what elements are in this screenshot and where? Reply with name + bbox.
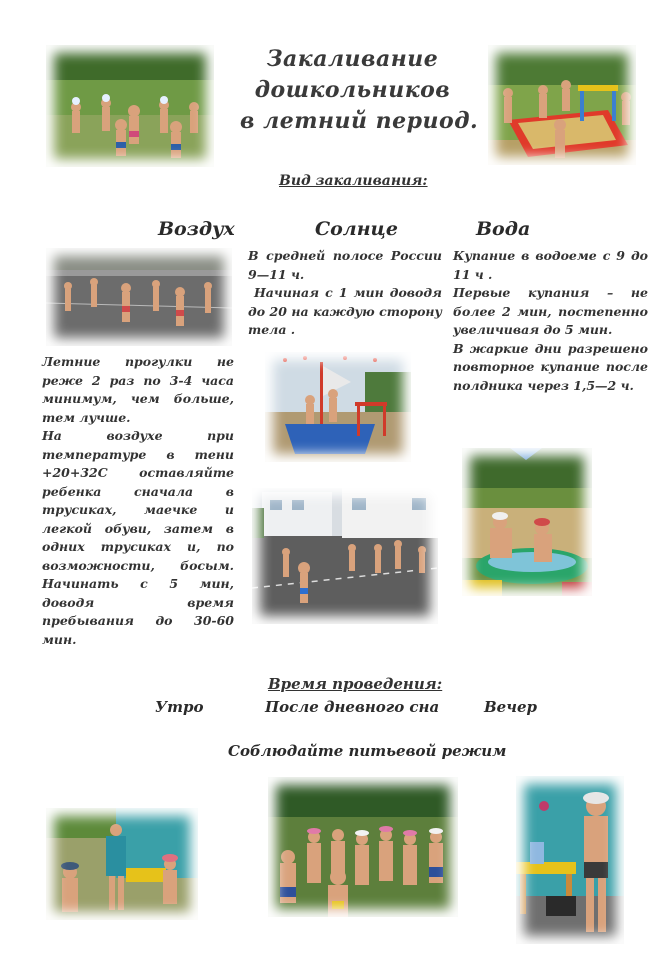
air-column-text (42, 353, 234, 649)
time-after-nap: После дневного сна (265, 698, 440, 716)
time-morning: Утро (155, 698, 204, 716)
photo-children-asphalt (252, 488, 438, 624)
photo-child-drinking-2 (516, 776, 624, 944)
photo-children-exercise-court (46, 248, 232, 346)
air-paragraph-1: Летние прогулки не реже 2 раз по 3-4 часа минимум, чем больше, тем лучше. (42, 354, 234, 425)
photo-children-sandbox (488, 45, 636, 165)
photo-children-drinking-group (268, 777, 458, 917)
water-column-text (453, 247, 648, 395)
hardening-kind-heading: Вид закаливания: (279, 173, 428, 189)
photo-play-ship (265, 352, 411, 462)
photo-children-drinking-1 (46, 808, 198, 920)
photo-children-exercise-grass (46, 45, 214, 167)
title-line-3: в летний период. (240, 108, 479, 134)
column-heading-water: Вода (476, 218, 531, 240)
title-line-2: дошкольников (254, 77, 451, 103)
sun-column-text (248, 247, 442, 340)
title-line-1: Закаливание (266, 46, 439, 72)
photo-children-water-basin (462, 448, 592, 596)
water-paragraph-2: Первые купания – не более 2 мин, постепенно увеличивая до 5 мин. (453, 285, 648, 337)
page-title (240, 44, 479, 137)
column-heading-sun: Солнце (315, 218, 398, 240)
water-paragraph-1: Купание в водоеме с 9 до 11 ч . (453, 248, 648, 282)
time-evening: Вечер (484, 698, 537, 716)
drinking-note: Соблюдайте питьевой режим (228, 742, 507, 760)
sun-paragraph-2: Начиная с 1 мин доводя до 20 на каждую сторону тела . (248, 285, 442, 337)
time-heading: Время проведения: (268, 675, 443, 693)
sun-paragraph-1: В средней полосе России 9—11 ч. (248, 248, 442, 282)
air-paragraph-2: На воздухе при температуре в тени +20+32С оставляйте ребенка сначала в трусиках, маечке и легкой обуви, затем в одних трусиках и, по возможности, босым. Начинать с 5 мин, доводя время пребывания до 30-60 мин. (42, 428, 234, 647)
column-heading-air: Воздух (158, 218, 235, 240)
water-paragraph-3: В жаркие дни разрешено повторное купание после полдника через 1,5—2 ч. (453, 340, 648, 393)
